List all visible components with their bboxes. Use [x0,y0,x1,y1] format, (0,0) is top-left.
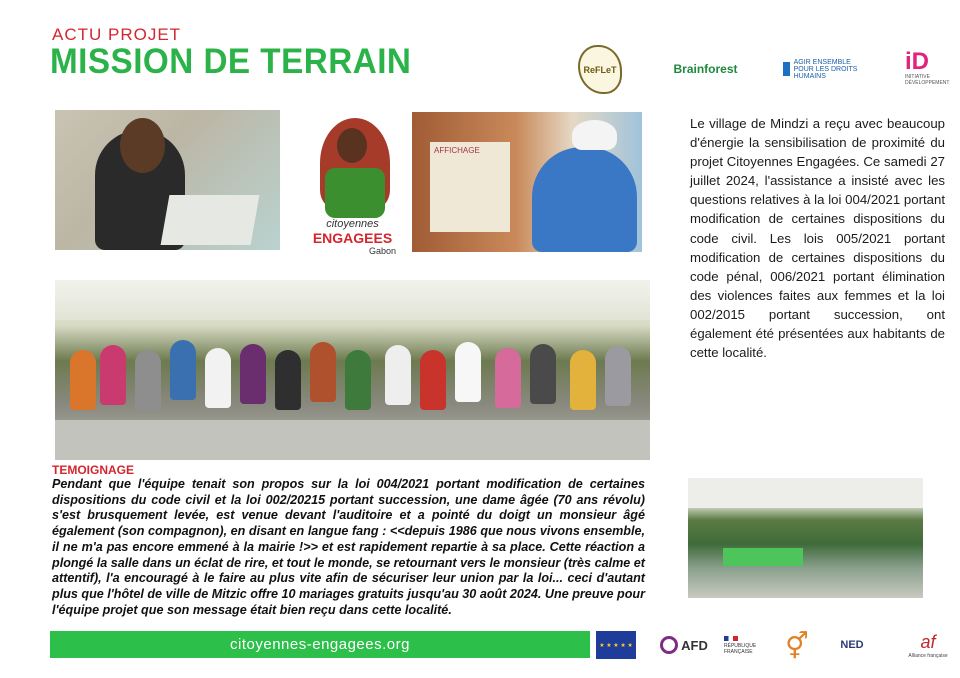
tiled-floor [55,420,650,460]
alliance-francaise-logo: af Alliance française [908,631,948,659]
logo-text-citoyennes: citoyennes [326,218,379,230]
article-body: Le village de Mindzi a reçu avec beaucoup d'énergie la sensibilisation de proximité du projet Citoyennes Engagées. Ce samedi 27 juillet 2024, l'assistance a insisté avec les questions relatives à la loi 004/2021 portant modification de certaines dispositions du code civil. Les lois 005/2021 portant modification de certaines dispositions du code pénal, 006/2021 portant élimination des violences faites aux femmes et la loi 002/2015 portant succession, ont également été présentées aux habitants de cette localité. [690,116,945,361]
audience-person [205,348,231,408]
afd-ring-icon [660,636,678,654]
audience-person [570,350,596,410]
speaker-head [120,118,165,173]
partner-logos-bottom [596,626,952,666]
afd-logo: AFD [654,632,714,658]
audience-crowd [55,320,650,430]
audience-person [170,340,196,400]
photo-facilitator-speaking [412,112,642,252]
testimony-text: Pendant que l'équipe tenait son propos sur la loi 004/2021 portant modification de certaines dispositions du code civil et la loi 002/20215 portant succession, une dame âgée (70 ans révolu) s'est brusquement levée, est venue devant l'auditoire et a pointé du doigt un monsieur âgé également (son compagnon), en disant en langue fang : <<depuis 1986 que nous vivons ensemble, il ne m'a pas encore emmené à la mairie !>> et est rapidement repartie à sa place. Cette réaction a plongé la salle dans un éclat de rire, et tout le monde, se retournant vers le monsieur (très calme et attentif), l'a encouragé à le faire au plus vite afin de sécuriser leur union par la loi... ceci d'autant plus que l'hôtel de ville de Mitzic offre 10 mariages gratuits jusqu'au 30 août 2024. Une preuve pour l'équipe projet que son message était bien reçu dans cette localité. [52,477,645,617]
testimony-label: TEMOIGNAGE [52,463,135,477]
partner-logos-top [578,45,948,100]
gender-symbol-icon: ⚥ [785,630,809,661]
affichage-board: AFFICHAGE [430,142,510,232]
republique-francaise-logo: RÉPUBLIQUE FRANÇAISE [724,630,772,660]
eu-flag-logo: ★ ★ ★ ★ ★ [596,631,636,659]
brainforest-logo: Brainforest [673,62,738,76]
audience-person [420,350,446,410]
audience-person [605,346,631,406]
logo-figure-face [337,128,367,163]
audience-person [240,344,266,404]
audience-person [135,350,161,410]
website-link[interactable]: citoyennes-engagees.org [50,631,590,658]
shelter-roof [55,280,650,320]
audience-person [70,350,96,410]
shelter-ceiling [688,478,923,508]
audience-person [310,342,336,402]
initiative-developpement-logo: iD INITIATIVE DÉVELOPPEMENT [905,48,950,86]
audience-person [345,350,371,410]
audience-person [495,348,521,408]
citoyennes-engagees-logo [300,108,405,258]
audience-person [455,342,481,402]
photo-open-shelter [688,478,923,598]
facilitator-body [532,147,637,252]
reflet-logo: ReFLeT [578,45,622,94]
page-title: MISSION DE TERRAIN [50,42,412,81]
logo-text-engagees: ENGAGEES [312,230,393,246]
audience-person [530,344,556,404]
ned-logo: NED [840,639,864,651]
green-table [723,548,803,566]
laptop-shape [161,195,260,245]
logo-figure-dress [325,168,385,218]
agir-square-icon [783,62,790,76]
audience-person [385,345,411,405]
french-flag-icon [724,636,738,641]
section-kicker: ACTU PROJET [52,25,182,44]
photo-speaker-with-laptop [55,110,280,250]
photo-village-audience [55,280,650,460]
audience-person [100,345,126,405]
audience-person [275,350,301,410]
logo-text-gabon: Gabon [368,246,397,256]
facilitator-cap [572,120,617,150]
agir-ensemble-logo: AGIR ENSEMBLE POUR LES DROITS HUMAINS [783,59,868,79]
